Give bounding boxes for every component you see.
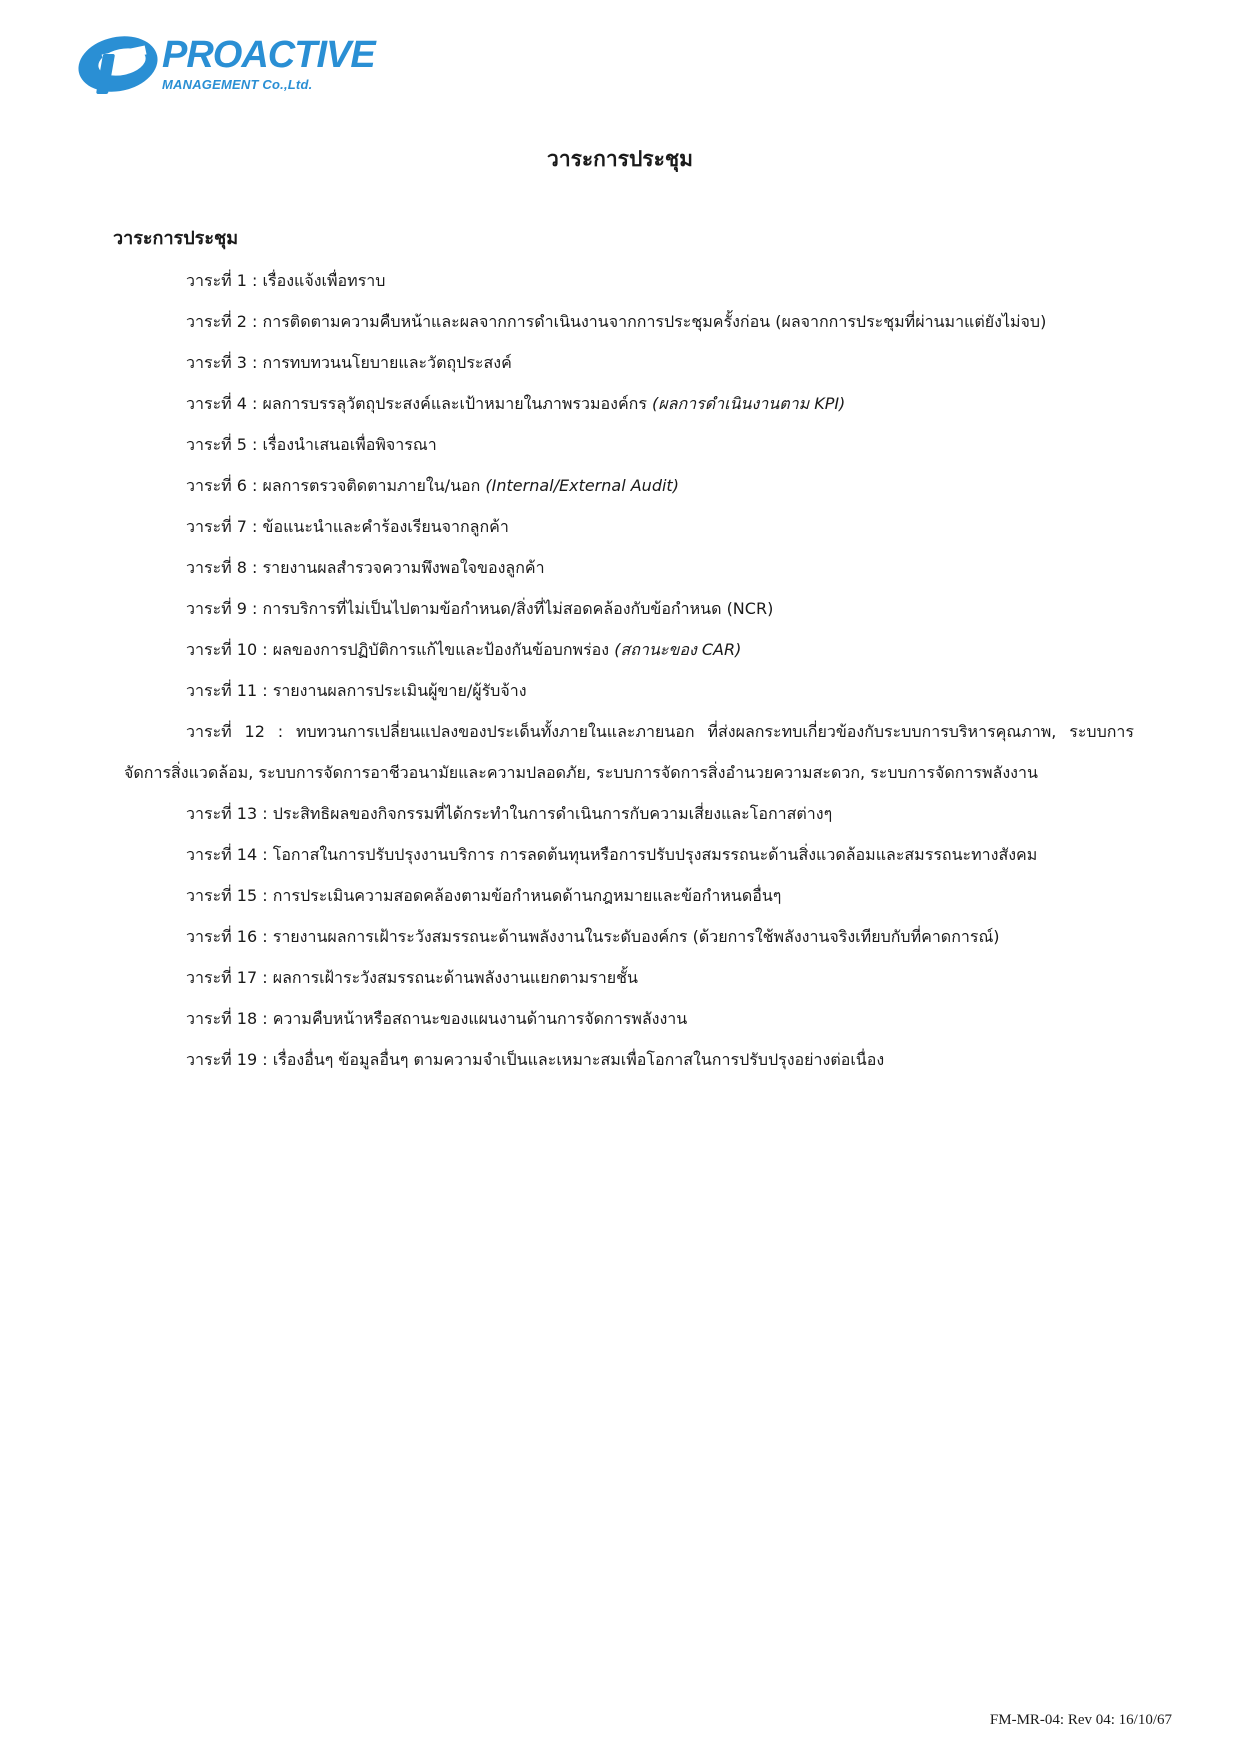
agenda-item-label: วาระที่ 12	[186, 722, 265, 741]
agenda-item: วาระที่ 17 : ผลการเฝ้าระวังสมรรถนะด้านพลังงานแยกตามรายชั้น	[186, 968, 638, 987]
agenda-item-text: ทบทวนการเปลี่ยนแปลงของประเด็นทั้งภายในและภายนอก ที่ส่งผลกระทบเกี่ยวข้องกับระบบการบริหารคุณภาพ, ระบบการจัดการสิ่งแวดล้อม, ระบบการจัดการอาชีวอนามัยและความปลอดภัย, ระบบการจัดการสิ่งอำนวยความสะดวก, ระบบการจัดการพลังงาน	[124, 722, 1134, 782]
agenda-item-text: รายงานผลการเฝ้าระวังสมรรถนะด้านพลังงานในระดับองค์กร (ด้วยการใช้พลังงานจริงเทียบกับที่คาดการณ์)	[272, 927, 1000, 946]
agenda-item: วาระที่ 4 : ผลการบรรลุวัตถุประสงค์และเป้าหมายในภาพรวมองค์กร (ผลการดำเนินงานตาม KPI)	[186, 394, 846, 413]
proactive-logo-icon	[76, 26, 160, 98]
agenda-item: วาระที่ 16 : รายงานผลการเฝ้าระวังสมรรถนะด้านพลังงานในระดับองค์กร (ด้วยการใช้พลังงานจริงเทียบกับที่คาดการณ์)	[186, 927, 1000, 946]
agenda-list	[124, 260, 1134, 1080]
agenda-item-text: ประสิทธิผลของกิจกรรมที่ได้กระทำในการดำเนินการกับความเสี่ยงและโอกาสต่างๆ	[272, 804, 833, 823]
agenda-item-label: วาระที่ 10	[186, 640, 258, 659]
agenda-item-label: วาระที่ 1	[186, 271, 247, 290]
agenda-item-label: วาระที่ 16	[186, 927, 258, 946]
agenda-item: วาระที่ 1 : เรื่องแจ้งเพื่อทราบ	[186, 271, 386, 290]
agenda-item-text: การติดตามความคืบหน้าและผลจากการดำเนินงานจากการประชุมครั้งก่อน (ผลจากการประชุมที่ผ่านมาแต่ยังไม่จบ)	[262, 312, 1047, 331]
agenda-item-text: ความคืบหน้าหรือสถานะของแผนงานด้านการจัดการพลังงาน	[272, 1009, 688, 1028]
agenda-item-text: การทบทวนนโยบายและวัตถุประสงค์	[262, 353, 512, 372]
agenda-item-label: วาระที่ 3	[186, 353, 247, 372]
agenda-item-text: การบริการที่ไม่เป็นไปตามข้อกำหนด/สิ่งที่ไม่สอดคล้องกับข้อกำหนด (NCR)	[262, 599, 774, 618]
agenda-item: วาระที่ 11 : รายงานผลการประเมินผู้ขาย/ผู้รับจ้าง	[186, 681, 527, 700]
agenda-item: วาระที่ 14 : โอกาสในการปรับปรุงงานบริการ การลดต้นทุนหรือการปรับปรุงสมรรถนะด้านสิ่งแวดล้อมและสมรรถนะทางสังคม	[186, 845, 1038, 864]
document-title: วาระการประชุม	[547, 147, 693, 171]
agenda-item: วาระที่ 7 : ข้อแนะนำและคำร้องเรียนจากลูกค้า	[186, 517, 509, 536]
agenda-item-text: ผลการบรรลุวัตถุประสงค์และเป้าหมายในภาพรวมองค์กร	[262, 394, 647, 413]
agenda-item-text: การประเมินความสอดคล้องตามข้อกำหนดด้านกฎหมายและข้อกำหนดอื่นๆ	[272, 886, 782, 905]
agenda-item-label: วาระที่ 17	[186, 968, 258, 987]
agenda-item: วาระที่ 19 : เรื่องอื่นๆ ข้อมูลอื่นๆ ตามความจำเป็นและเหมาะสมเพื่อโอกาสในการปรับปรุงอย่างต่อเนื่อง	[186, 1050, 885, 1069]
agenda-item-label: วาระที่ 15	[186, 886, 258, 905]
agenda-item: วาระที่ 2 : การติดตามความคืบหน้าและผลจากการดำเนินงานจากการประชุมครั้งก่อน (ผลจากการประชุมที่ผ่านมาแต่ยังไม่จบ)	[186, 312, 1047, 331]
agenda-item: วาระที่ 12 : ทบทวนการเปลี่ยนแปลงของประเด็นทั้งภายในและภายนอก ที่ส่งผลกระทบเกี่ยวข้องกับระบบการบริหารคุณภาพ, ระบบการจัดการสิ่งแวดล้อม, ระบบการจัดการอาชีวอนามัยและความปลอดภัย, ระบบการจัดการสิ่งอำนวยความสะดวก, ระบบการจัดการพลังงาน	[124, 722, 1134, 782]
agenda-item-label: วาระที่ 11	[186, 681, 258, 700]
agenda-item: วาระที่ 13 : ประสิทธิผลของกิจกรรมที่ได้กระทำในการดำเนินการกับความเสี่ยงและโอกาสต่างๆ	[186, 804, 833, 823]
agenda-item-text: เรื่องแจ้งเพื่อทราบ	[262, 271, 386, 290]
section-heading: วาระการประชุม	[113, 228, 239, 249]
logo-name: PROACTIVE	[162, 34, 375, 76]
agenda-item: วาระที่ 18 : ความคืบหน้าหรือสถานะของแผนงานด้านการจัดการพลังงาน	[186, 1009, 688, 1028]
agenda-item-label: วาระที่ 19	[186, 1050, 258, 1069]
agenda-item-text: ผลการตรวจติดตามภายใน/นอก	[262, 476, 481, 495]
agenda-item: วาระที่ 5 : เรื่องนำเสนอเพื่อพิจารณา	[186, 435, 437, 454]
agenda-item-label: วาระที่ 8	[186, 558, 247, 577]
agenda-item-label: วาระที่ 6	[186, 476, 247, 495]
logo-subtitle: MANAGEMENT Co.,Ltd.	[162, 77, 313, 92]
agenda-item-text: รายงานผลการประเมินผู้ขาย/ผู้รับจ้าง	[272, 681, 527, 700]
agenda-item: วาระที่ 9 : การบริการที่ไม่เป็นไปตามข้อกำหนด/สิ่งที่ไม่สอดคล้องกับข้อกำหนด (NCR)	[186, 599, 774, 618]
agenda-item-label: วาระที่ 9	[186, 599, 247, 618]
agenda-item-note: (ผลการดำเนินงานตาม KPI)	[652, 394, 846, 413]
agenda-item-text: ผลของการปฏิบัติการแก้ไขและป้องกันข้อบกพร่อง	[272, 640, 610, 659]
document-code: FM-MR-04: Rev 04: 16/10/67	[989, 1712, 1172, 1728]
agenda-item-text: เรื่องอื่นๆ ข้อมูลอื่นๆ ตามความจำเป็นและเหมาะสมเพื่อโอกาสในการปรับปรุงอย่างต่อเนื่อง	[272, 1050, 885, 1069]
agenda-item-text: ผลการเฝ้าระวังสมรรถนะด้านพลังงานแยกตามรายชั้น	[272, 968, 638, 987]
agenda-item-label: วาระที่ 13	[186, 804, 258, 823]
agenda-item-label: วาระที่ 5	[186, 435, 247, 454]
agenda-item-label: วาระที่ 4	[186, 394, 247, 413]
agenda-item-text: รายงานผลสำรวจความพึงพอใจของลูกค้า	[262, 558, 545, 577]
agenda-item: วาระที่ 3 : การทบทวนนโยบายและวัตถุประสงค์	[186, 353, 512, 372]
agenda-item-text: ข้อแนะนำและคำร้องเรียนจากลูกค้า	[262, 517, 509, 536]
agenda-item-label: วาระที่ 14	[186, 845, 258, 864]
agenda-item: วาระที่ 10 : ผลของการปฏิบัติการแก้ไขและป้องกันข้อบกพร่อง (สถานะของ CAR)	[186, 640, 742, 659]
agenda-item-text: โอกาสในการปรับปรุงงานบริการ การลดต้นทุนหรือการปรับปรุงสมรรถนะด้านสิ่งแวดล้อมและสมรรถนะทางสังคม	[272, 845, 1038, 864]
agenda-item-text: เรื่องนำเสนอเพื่อพิจารณา	[262, 435, 437, 454]
agenda-item-note: (สถานะของ CAR)	[614, 640, 742, 659]
agenda-item: วาระที่ 8 : รายงานผลสำรวจความพึงพอใจของลูกค้า	[186, 558, 545, 577]
agenda-item: วาระที่ 6 : ผลการตรวจติดตามภายใน/นอก (Internal/External Audit)	[186, 476, 679, 495]
agenda-item: วาระที่ 15 : การประเมินความสอดคล้องตามข้อกำหนดด้านกฎหมายและข้อกำหนดอื่นๆ	[186, 886, 782, 905]
agenda-item-label: วาระที่ 7	[186, 517, 247, 536]
agenda-item-note: (Internal/External Audit)	[485, 476, 679, 495]
agenda-item-label: วาระที่ 2	[186, 312, 247, 331]
agenda-item-label: วาระที่ 18	[186, 1009, 258, 1028]
company-logo	[76, 26, 375, 98]
